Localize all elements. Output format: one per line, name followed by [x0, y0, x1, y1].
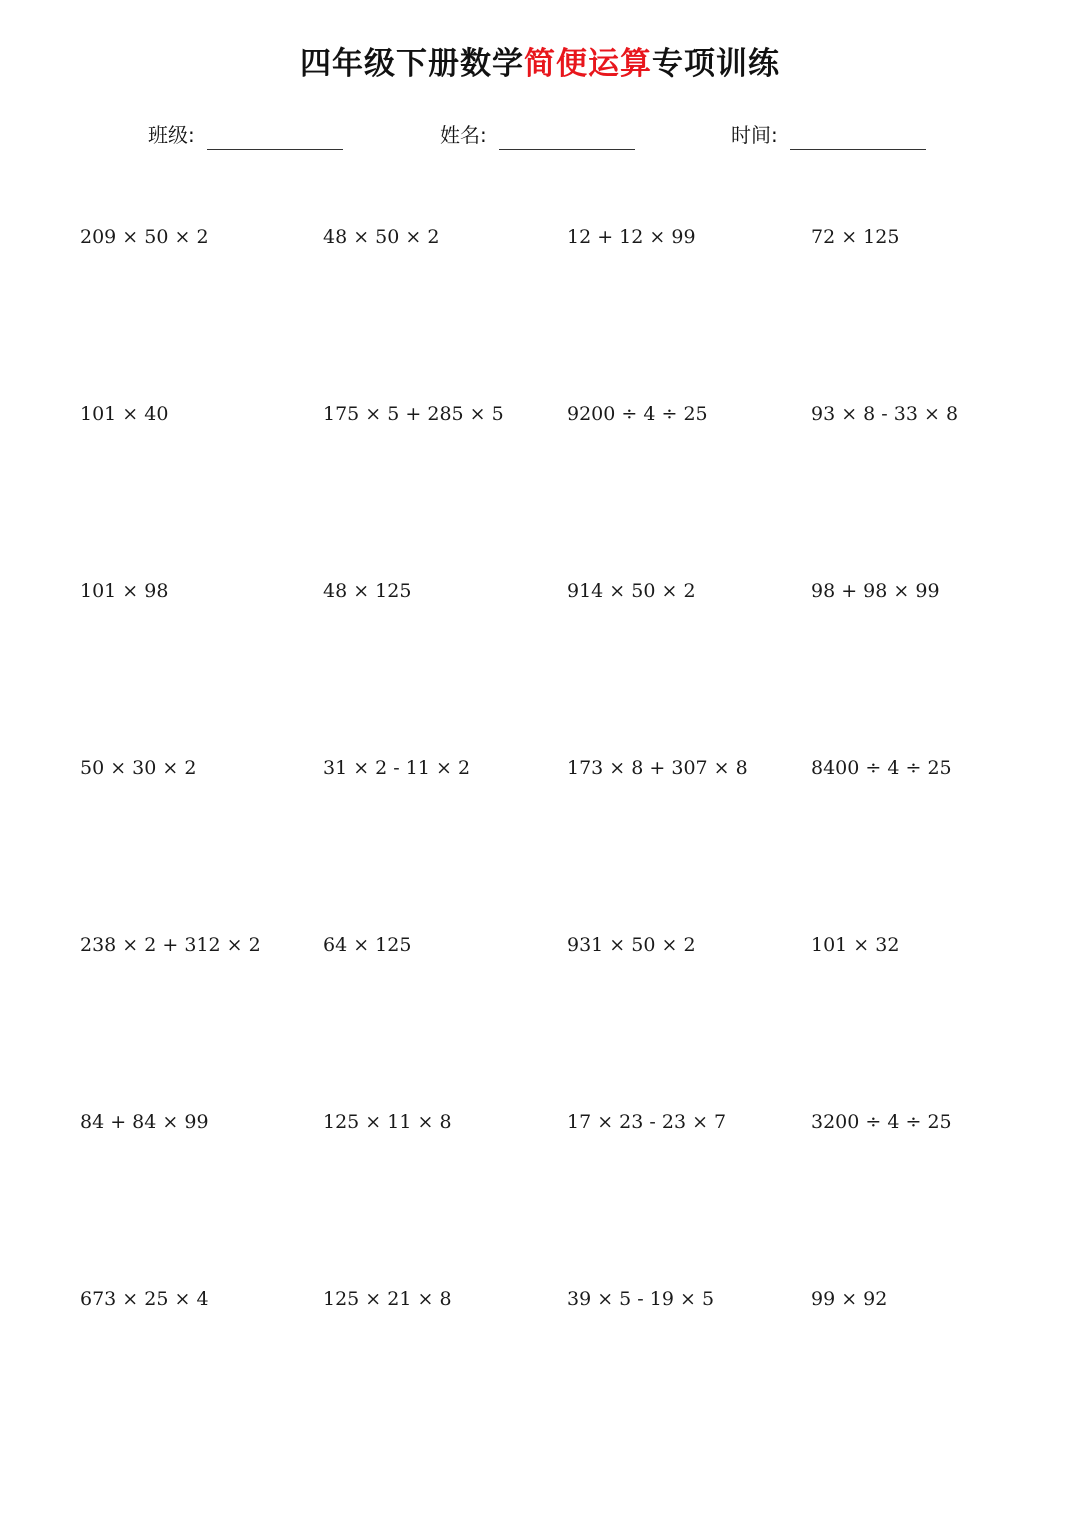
worksheet-title	[0, 38, 1080, 90]
problem-item: 101 × 32	[811, 934, 900, 956]
title-highlight: 简便运算	[524, 46, 652, 82]
problem-item: 931 × 50 × 2	[567, 934, 696, 956]
problem-item: 64 × 125	[323, 934, 412, 956]
problem-item: 39 × 5 - 19 × 5	[567, 1288, 715, 1310]
problem-item: 101 × 98	[80, 580, 169, 602]
problem-item: 50 × 30 × 2	[80, 757, 197, 779]
problem-item: 98 + 98 × 99	[811, 580, 940, 602]
problem-item: 673 × 25 × 4	[80, 1288, 209, 1310]
name-label: 姓名:	[440, 123, 487, 147]
title-part-1: 四年级下册数学	[300, 46, 524, 82]
problem-item: 48 × 125	[323, 580, 412, 602]
problem-item: 17 × 23 - 23 × 7	[567, 1111, 727, 1133]
problem-item: 914 × 50 × 2	[567, 580, 696, 602]
problem-item: 175 × 5 + 285 × 5	[323, 403, 504, 425]
class-blank[interactable]	[207, 119, 343, 150]
problem-item: 72 × 125	[811, 226, 900, 248]
problem-item: 99 × 92	[811, 1288, 888, 1310]
title-part-2: 专项训练	[652, 46, 780, 82]
problem-item: 209 × 50 × 2	[80, 226, 209, 248]
problem-item: 101 × 40	[80, 403, 169, 425]
class-field	[148, 114, 343, 150]
problem-item: 31 × 2 - 11 × 2	[323, 757, 471, 779]
name-field	[440, 114, 635, 150]
class-label: 班级:	[148, 123, 195, 147]
problem-item: 125 × 21 × 8	[323, 1288, 452, 1310]
problem-item: 238 × 2 + 312 × 2	[80, 934, 261, 956]
problem-item: 84 + 84 × 99	[80, 1111, 209, 1133]
time-label: 时间:	[731, 123, 778, 147]
problem-item: 173 × 8 + 307 × 8	[567, 757, 748, 779]
time-field	[731, 114, 926, 150]
name-blank[interactable]	[499, 119, 635, 150]
problem-item: 9200 ÷ 4 ÷ 25	[567, 403, 708, 425]
problem-item: 93 × 8 - 33 × 8	[811, 403, 959, 425]
problem-item: 125 × 11 × 8	[323, 1111, 452, 1133]
problem-item: 48 × 50 × 2	[323, 226, 440, 248]
problem-item: 12 + 12 × 99	[567, 226, 696, 248]
time-blank[interactable]	[790, 119, 926, 150]
problem-item: 8400 ÷ 4 ÷ 25	[811, 757, 952, 779]
problem-item: 3200 ÷ 4 ÷ 25	[811, 1111, 952, 1133]
